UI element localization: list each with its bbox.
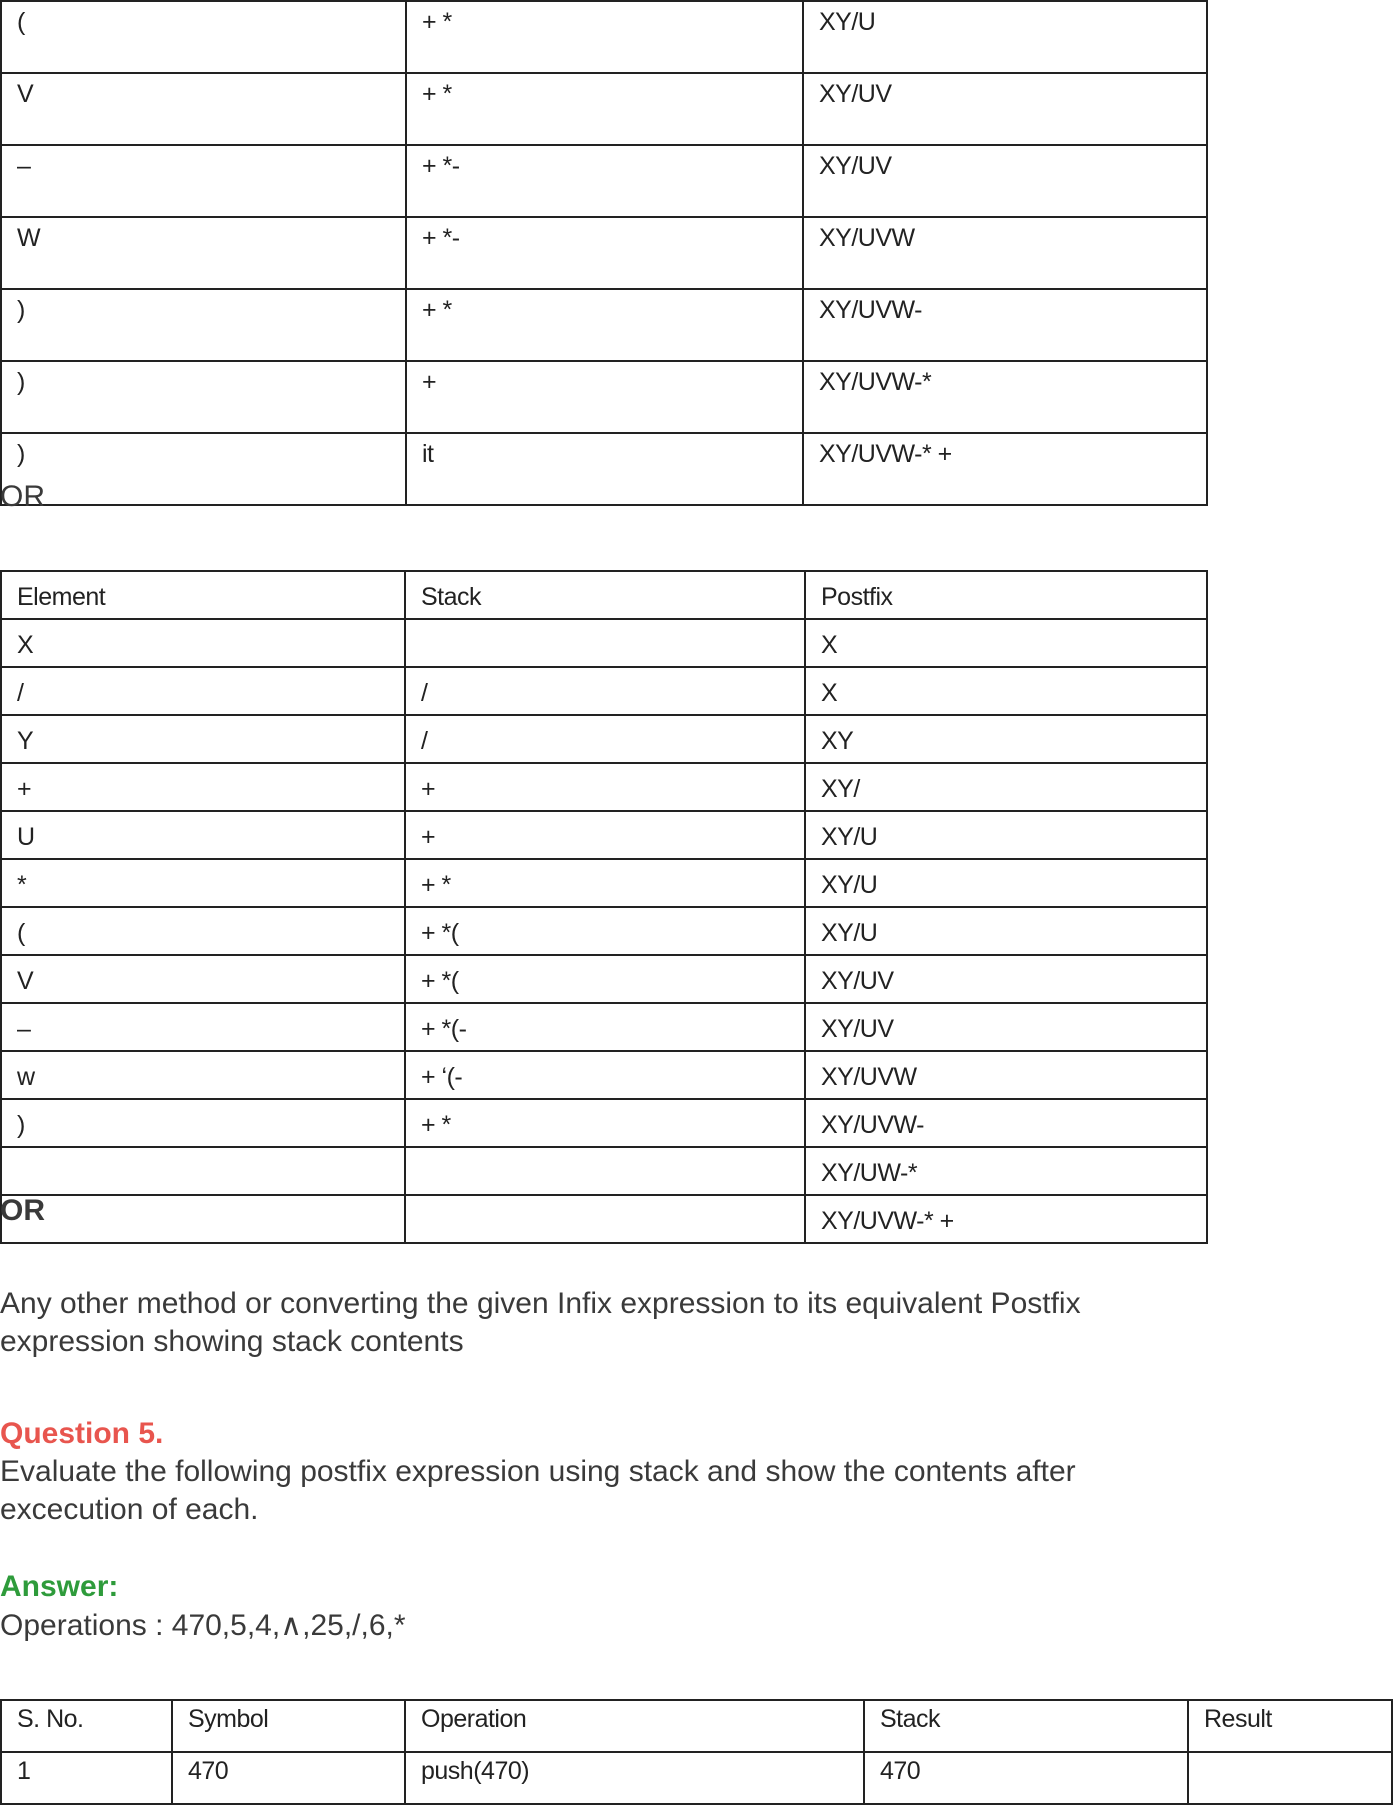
table-cell: [1188, 1752, 1392, 1804]
table-cell: + *: [406, 289, 803, 361]
table-cell: + *(: [405, 907, 805, 955]
question-text-line-1: Evaluate the following postfix expression using stack and show the contents after: [0, 1455, 1076, 1488]
table-cell: XY/UV: [805, 1003, 1207, 1051]
evaluation-table: [0, 1699, 1393, 1805]
table-row: [1, 361, 1207, 433]
table-cell: + *(: [405, 955, 805, 1003]
conversion-table-continued: [0, 0, 1208, 506]
table-cell: XY/UW-*: [805, 1147, 1207, 1195]
table-row: [1, 1195, 1207, 1243]
table-cell: V: [1, 73, 406, 145]
operations-text: Operations : 470,5,4,∧,25,/,6,*: [0, 1609, 406, 1642]
other-method-line-2: expression showing stack contents: [0, 1325, 464, 1358]
table-cell: XY: [805, 715, 1207, 763]
table-header-row: [1, 571, 1207, 619]
answer-label: Answer:: [0, 1570, 119, 1603]
table-row: [1, 859, 1207, 907]
table-cell: + *: [405, 1099, 805, 1147]
table-cell: *: [1, 859, 405, 907]
table-row: [1, 955, 1207, 1003]
table-cell: /: [405, 715, 805, 763]
table-cell: /: [405, 667, 805, 715]
header-result: Result: [1188, 1700, 1392, 1752]
table-row: [1, 1752, 1392, 1804]
table-cell: XY/U: [805, 811, 1207, 859]
table-cell: +: [1, 763, 405, 811]
table-cell: XY/UV: [805, 955, 1207, 1003]
table-header-row: [1, 1700, 1392, 1752]
table-cell: X: [805, 619, 1207, 667]
table-cell: [405, 1147, 805, 1195]
table-cell: ): [1, 289, 406, 361]
question-text-line-2: excecution of each.: [0, 1493, 259, 1526]
table-cell: 470: [864, 1752, 1188, 1804]
table-cell: + *: [405, 859, 805, 907]
table-row: [1, 289, 1207, 361]
table-cell: XY/U: [805, 859, 1207, 907]
table-row: [1, 811, 1207, 859]
table-cell: [405, 1195, 805, 1243]
or-separator-bold: OR: [0, 1194, 45, 1227]
table-cell: X: [1, 619, 405, 667]
header-stack: Stack: [864, 1700, 1188, 1752]
header-stack: Stack: [405, 571, 805, 619]
table-row: [1, 1, 1207, 73]
header-sno: S. No.: [1, 1700, 172, 1752]
table-cell: + *-: [406, 217, 803, 289]
table-row: [1, 433, 1207, 505]
table-cell: +: [405, 811, 805, 859]
question-title: Question 5.: [0, 1417, 164, 1450]
header-postfix: Postfix: [805, 571, 1207, 619]
table-row: [1, 763, 1207, 811]
header-symbol: Symbol: [172, 1700, 405, 1752]
table-cell: W: [1, 217, 406, 289]
table-cell: –: [1, 1003, 405, 1051]
table-cell: XY/U: [803, 1, 1207, 73]
table-cell: 470: [172, 1752, 405, 1804]
table-cell: XY/UVW-* +: [805, 1195, 1207, 1243]
table-row: [1, 217, 1207, 289]
table-cell: +: [406, 361, 803, 433]
table-cell: V: [1, 955, 405, 1003]
table-cell: + *: [406, 73, 803, 145]
table-cell: XY/UVW-: [803, 289, 1207, 361]
table-cell: w: [1, 1051, 405, 1099]
header-element: Element: [1, 571, 405, 619]
other-method-line-1: Any other method or converting the given Infix expression to its equivalent Postfix: [0, 1287, 1081, 1320]
table-cell: [1, 1147, 405, 1195]
table-cell: X: [805, 667, 1207, 715]
table-cell: + *: [406, 1, 803, 73]
table-row: [1, 1099, 1207, 1147]
table-row: [1, 907, 1207, 955]
table-cell: XY/: [805, 763, 1207, 811]
table-cell: XY/UVW-*: [803, 361, 1207, 433]
conversion-table: [0, 570, 1208, 1244]
table-cell: [1, 1195, 405, 1243]
table-cell: XY/UVW-: [805, 1099, 1207, 1147]
table-cell: –: [1, 145, 406, 217]
table-cell: (: [1, 907, 405, 955]
table-cell: /: [1, 667, 405, 715]
header-operation: Operation: [405, 1700, 864, 1752]
table-cell: it: [406, 433, 803, 505]
table-row: [1, 667, 1207, 715]
table-cell: + ‘(-: [405, 1051, 805, 1099]
table-cell: XY/UV: [803, 145, 1207, 217]
table-cell: (: [1, 1, 406, 73]
table-cell: ): [1, 1099, 405, 1147]
table-cell: + *-: [406, 145, 803, 217]
table-cell: ): [1, 433, 406, 505]
table-cell: +: [405, 763, 805, 811]
table-cell: XY/UVW: [803, 217, 1207, 289]
table-cell: U: [1, 811, 405, 859]
table-cell: [405, 619, 805, 667]
table-cell: XY/UVW-* +: [803, 433, 1207, 505]
table-cell: push(470): [405, 1752, 864, 1804]
table-row: [1, 1051, 1207, 1099]
table-row: [1, 1147, 1207, 1195]
table-cell: XY/UV: [803, 73, 1207, 145]
table-cell: XY/U: [805, 907, 1207, 955]
table-row: [1, 1003, 1207, 1051]
table-cell: Y: [1, 715, 405, 763]
table-row: [1, 715, 1207, 763]
table-cell: + *(-: [405, 1003, 805, 1051]
table-row: [1, 73, 1207, 145]
table-cell: 1: [1, 1752, 172, 1804]
or-separator: OR: [0, 480, 45, 513]
table-cell: XY/UVW: [805, 1051, 1207, 1099]
table-row: [1, 145, 1207, 217]
table-row: [1, 619, 1207, 667]
table-cell: ): [1, 361, 406, 433]
